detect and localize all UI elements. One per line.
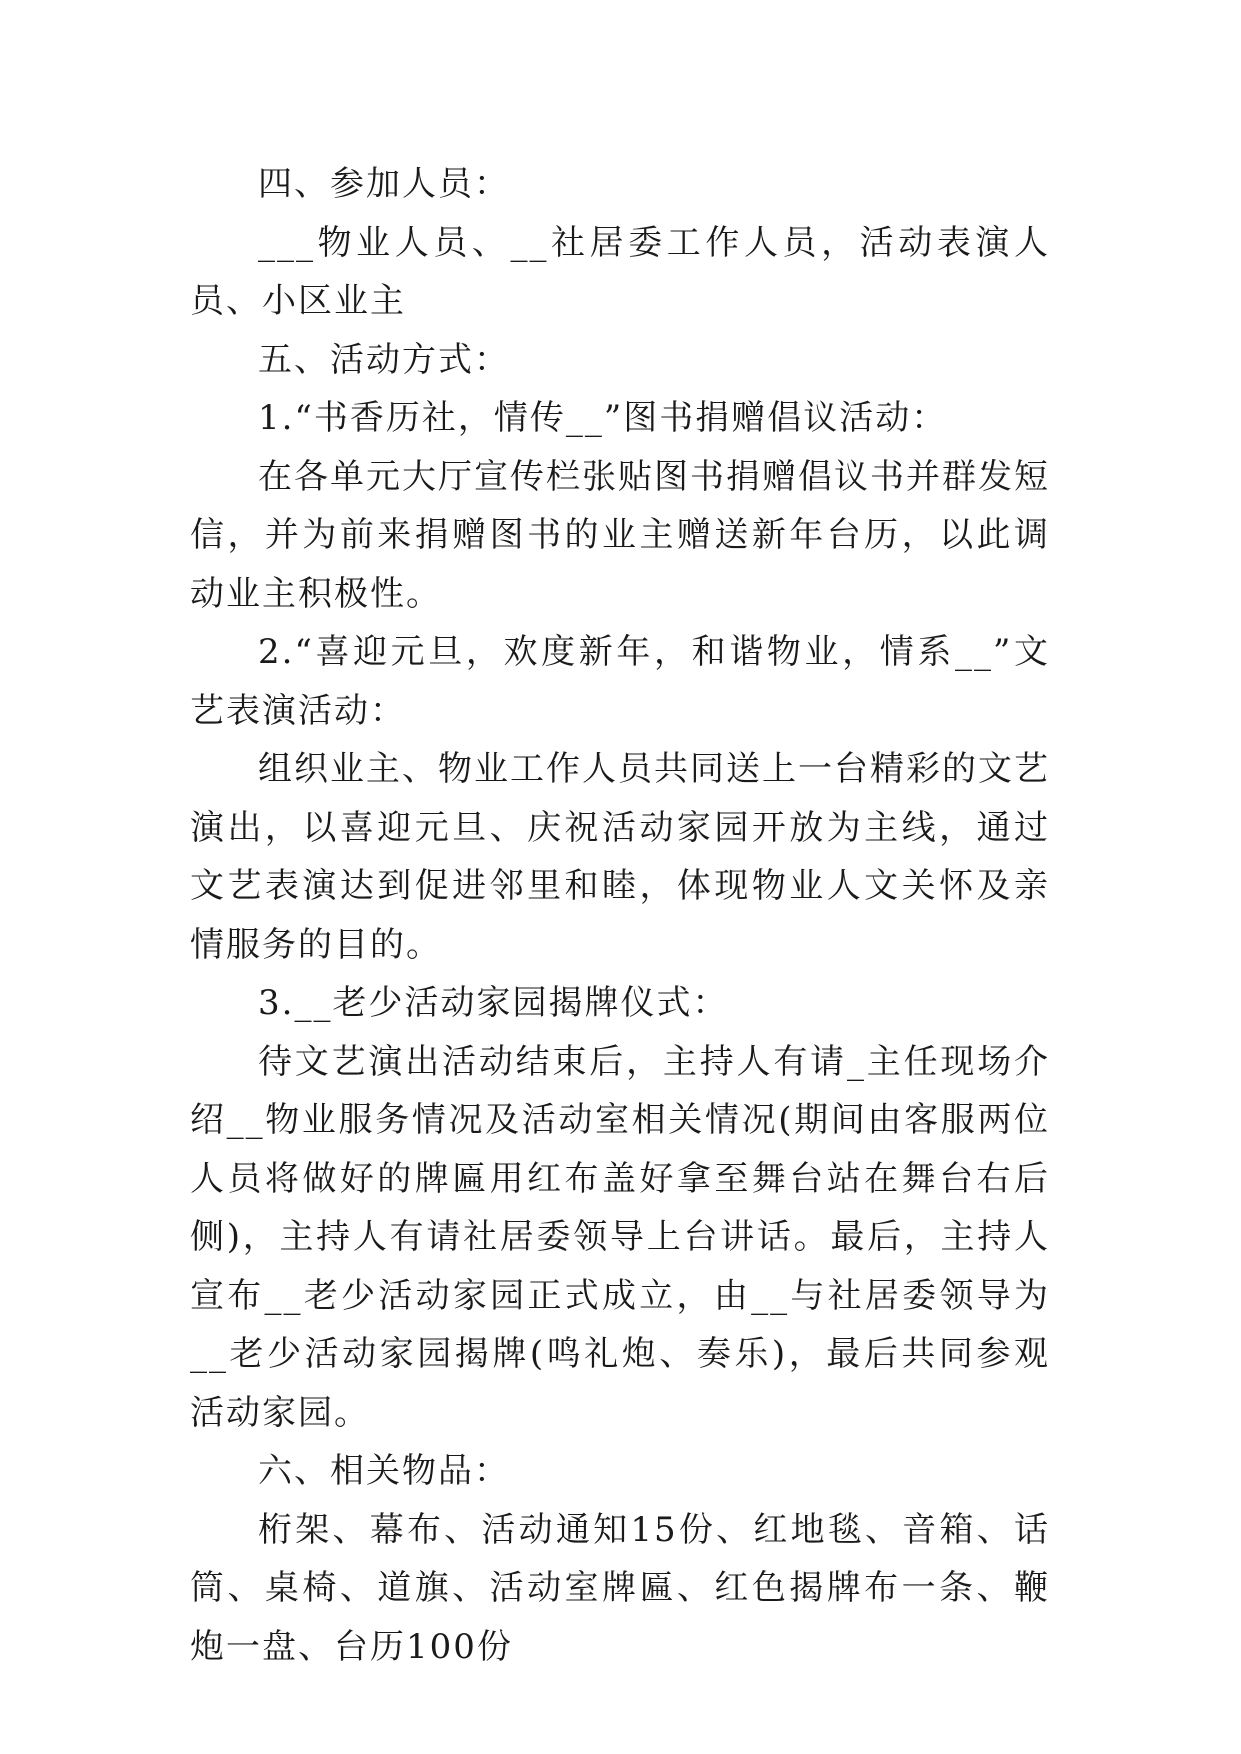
item-unveiling-ceremony: 3.__老少活动家园揭牌仪式：	[258, 983, 729, 1023]
document-body	[190, 155, 1050, 1676]
paragraph-book-donation: 在各单元大厅宣传栏张贴图书捐赠倡议书并群发短信，并为前来捐赠图书的业主赠送新年台历，以此调动业主积极性。	[190, 456, 1050, 614]
heading-related-items: 六、相关物品：	[258, 1451, 510, 1491]
paragraph-participants: ___物业人员、__社居委工作人员，活动表演人员、小区业主	[190, 222, 1050, 321]
paragraph-related-items: 桁架、幕布、活动通知15份、红地毯、音箱、话筒、桌椅、道旗、活动室牌匾、红色揭牌布一条、鞭炮一盘、台历100份	[190, 1509, 1050, 1667]
paragraph-unveiling-ceremony: 待文艺演出活动结束后，主持人有请_主任现场介绍__物业服务情况及活动室相关情况(期间由客服两位人员将做好的牌匾用红布盖好拿至舞台站在舞台右后侧)，主持人有请社居委领导上台讲话。最后，主持人宣布__老少活动家园正式成立，由__与社居委领导为__老少活动家园揭牌(鸣礼炮、奏乐)，最后共同参观活动家园。	[190, 1041, 1050, 1433]
paragraph-performance: 组织业主、物业工作人员共同送上一台精彩的文艺演出，以喜迎元旦、庆祝活动家园开放为主线，通过文艺表演达到促进邻里和睦，体现物业人文关怀及亲情服务的目的。	[190, 749, 1050, 965]
heading-participants: 四、参加人员：	[258, 164, 510, 204]
item-book-donation: 1.“书香历社，情传__”图书捐赠倡议活动：	[258, 398, 948, 438]
item-performance: 2.“喜迎元旦，欢度新年，和谐物业，情系__”文艺表演活动：	[190, 632, 1050, 731]
heading-activity-methods: 五、活动方式：	[258, 339, 510, 380]
